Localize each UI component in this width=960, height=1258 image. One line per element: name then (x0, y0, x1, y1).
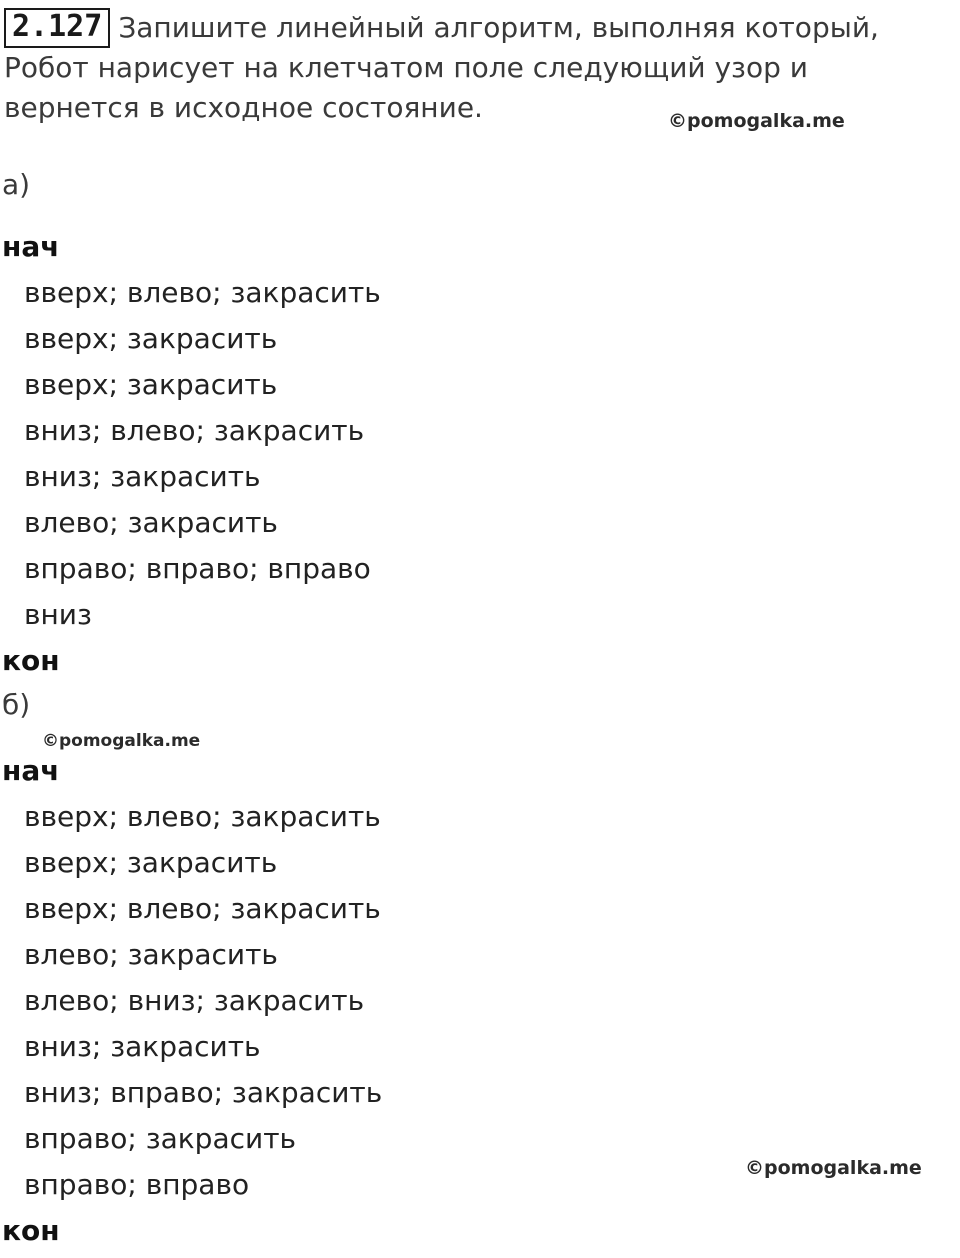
code-line: влево; вниз; закрасить (24, 984, 365, 1017)
code-line: вверх; влево; закрасить (24, 800, 381, 833)
code-line: вниз (24, 598, 92, 631)
code-line: вниз; закрасить (24, 1030, 261, 1063)
part-a-begin-keyword: нач (2, 230, 60, 263)
task-header (0, 0, 914, 128)
code-line: вниз; влево; закрасить (24, 414, 365, 447)
part-b-end-keyword: кон (2, 1214, 60, 1247)
task-statement: Запишите линейный алгоритм, выполняя который, Робот нарисует на клетчатом поле следующий узор и вернется в исходное состояние. (4, 11, 879, 124)
code-line: вверх; закрасить (24, 368, 278, 401)
code-line: вверх; закрасить (24, 322, 278, 355)
task-number: 2.127 (4, 8, 110, 48)
part-a-end-keyword: кон (2, 644, 60, 677)
part-b-begin-keyword: нач (2, 754, 60, 787)
watermark: ©pomogalka.me (668, 110, 845, 132)
code-line: влево; закрасить (24, 506, 278, 539)
code-line: вниз; закрасить (24, 460, 261, 493)
part-a-label: а) (2, 168, 31, 201)
watermark: ©pomogalka.me (745, 1157, 922, 1179)
code-line: влево; закрасить (24, 938, 278, 971)
code-line: вниз; вправо; закрасить (24, 1076, 383, 1109)
watermark: ©pomogalka.me (42, 731, 201, 751)
code-line: вправо; вправо; вправо (24, 552, 371, 585)
code-line: вверх; закрасить (24, 846, 278, 879)
part-a-algorithm (0, 224, 960, 684)
code-line: вправо; вправо (24, 1168, 250, 1201)
code-line: вверх; влево; закрасить (24, 892, 381, 925)
code-line: вверх; влево; закрасить (24, 276, 381, 309)
part-a (0, 168, 960, 684)
code-line: вправо; закрасить (24, 1122, 297, 1155)
part-b-label: б) (2, 688, 31, 721)
